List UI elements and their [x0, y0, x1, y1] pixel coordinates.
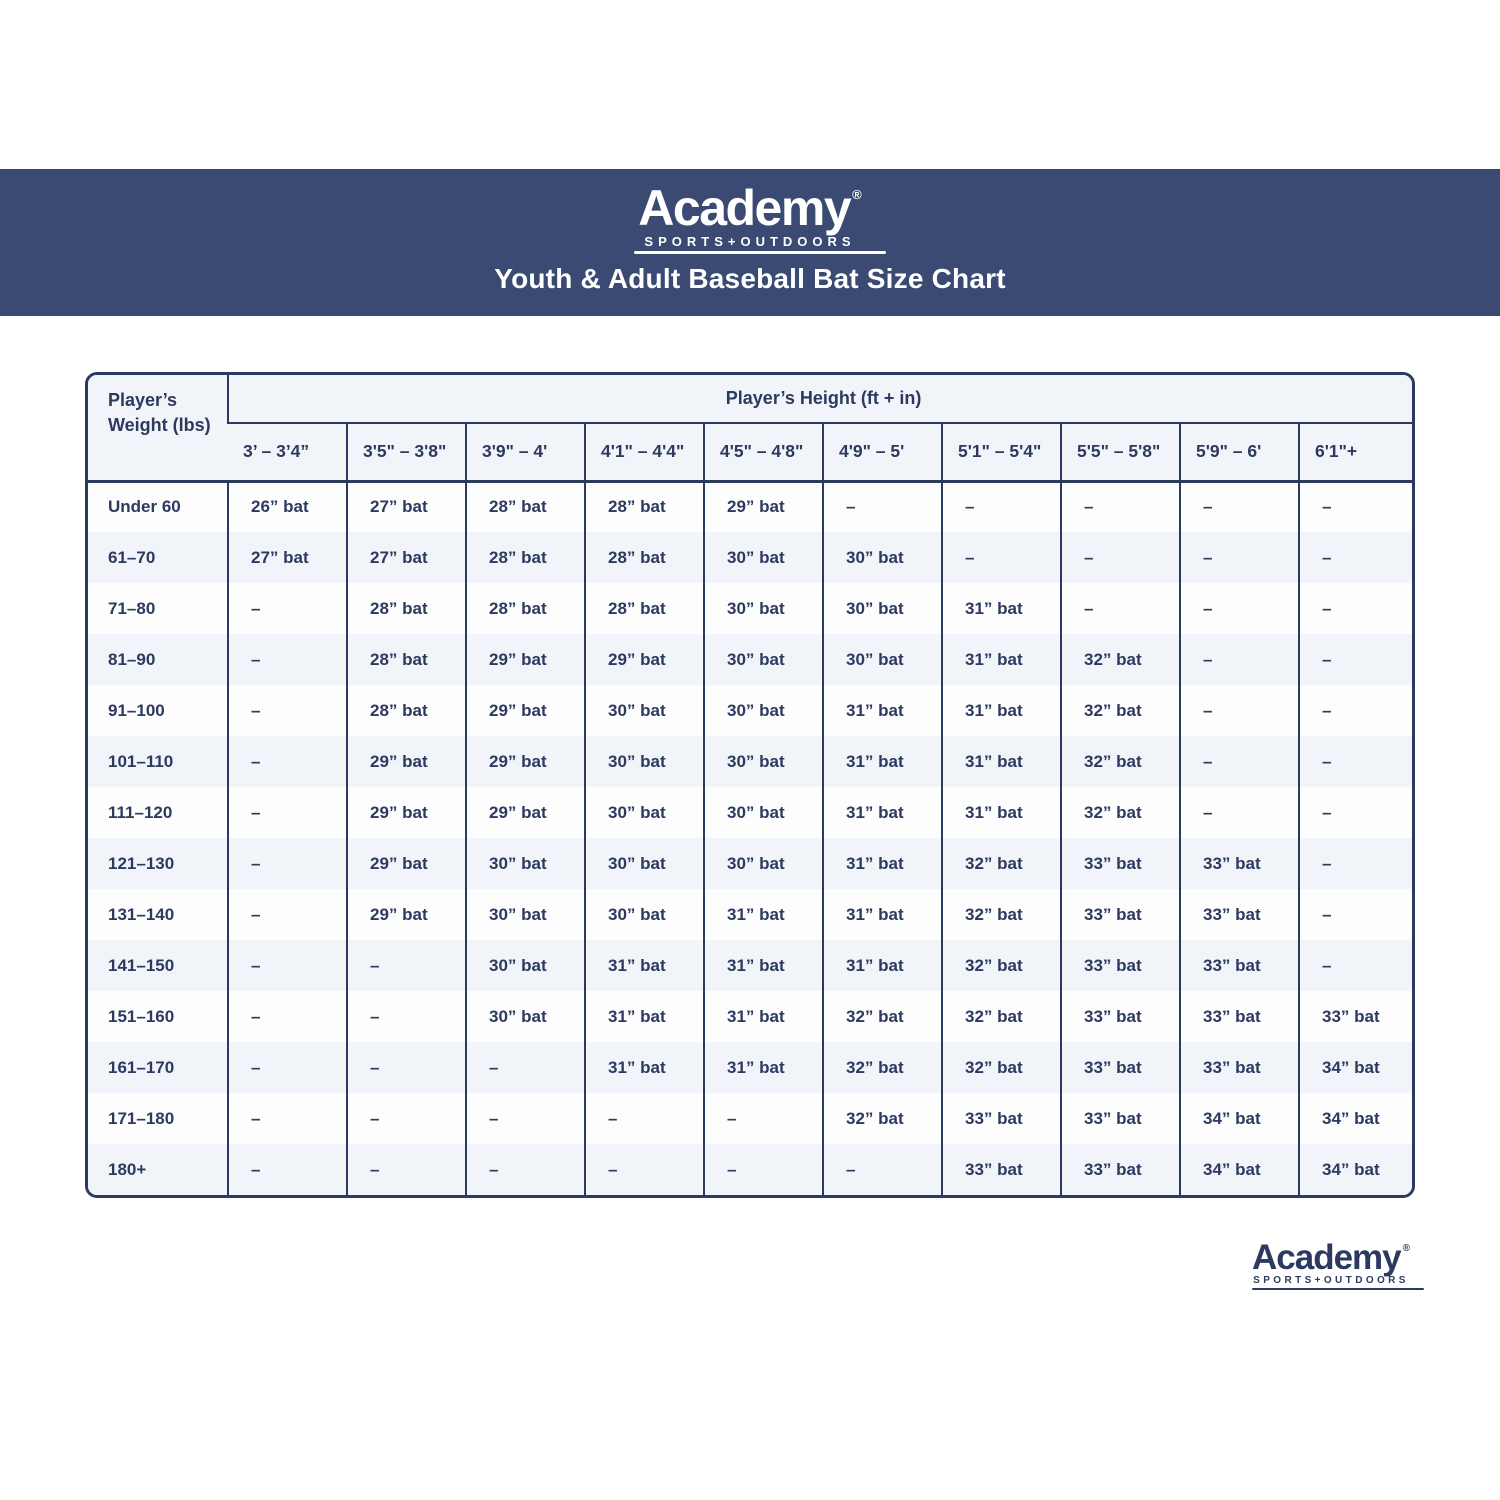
bat-size-cell: 33” bat — [1061, 889, 1180, 940]
bat-size-cell: – — [228, 1144, 347, 1195]
bat-size-cell: – — [228, 583, 347, 634]
weight-row-label: 101–110 — [108, 751, 174, 771]
weight-row-label: 180+ — [108, 1159, 147, 1179]
bat-size-cell: 28” bat — [466, 583, 585, 634]
bat-size-cell: 29” bat — [585, 634, 704, 685]
table-row — [88, 787, 1415, 838]
height-column-header: 6'1"+ — [1299, 423, 1415, 481]
bat-size-cell: 29” bat — [466, 685, 585, 736]
bat-size-cell: – — [1061, 481, 1180, 532]
bat-size-cell: 30” bat — [704, 787, 823, 838]
bat-size-cell: 28” bat — [466, 532, 585, 583]
height-column-header: 5'9" – 6' — [1180, 423, 1299, 481]
bat-size-cell: 28” bat — [347, 685, 466, 736]
weight-row-label: 141–150 — [108, 955, 175, 975]
bat-size-cell: 31” bat — [704, 940, 823, 991]
academy-logo-subtext: SPORTS+OUTDOORS — [644, 234, 856, 249]
bat-size-cell: 28” bat — [466, 481, 585, 532]
bat-size-cell: – — [585, 1144, 704, 1195]
bat-size-cell: – — [228, 685, 347, 736]
bat-size-cell: 30” bat — [585, 838, 704, 889]
bat-size-cell: 32” bat — [942, 940, 1061, 991]
bat-size-cell: – — [228, 940, 347, 991]
academy-logo-wordmark — [1245, 1240, 1417, 1275]
bat-size-cell: 30” bat — [585, 685, 704, 736]
bat-size-cell: – — [704, 1093, 823, 1144]
bat-size-cell: 31” bat — [585, 940, 704, 991]
bat-size-cell: – — [1180, 583, 1299, 634]
table-row — [88, 1144, 1415, 1195]
table-row — [88, 1093, 1415, 1144]
bat-size-cell: – — [1299, 940, 1415, 991]
bat-size-cell: 33” bat — [942, 1144, 1061, 1195]
table-header-row-ranges — [88, 423, 1415, 481]
bat-size-cell: – — [1299, 583, 1415, 634]
bat-size-cell: – — [942, 532, 1061, 583]
bat-size-table — [85, 372, 1415, 1198]
bat-size-cell: 30” bat — [704, 532, 823, 583]
bat-size-cell: 34” bat — [1299, 1144, 1415, 1195]
height-column-header: 3'9" – 4' — [466, 423, 585, 481]
weight-row-label: 81–90 — [108, 649, 156, 669]
academy-logo-subtext: SPORTS+OUTDOORS — [1253, 1275, 1409, 1286]
bat-size-cell: 31” bat — [704, 1042, 823, 1093]
bat-size-cell: 31” bat — [942, 787, 1061, 838]
bat-size-cell: 29” bat — [347, 736, 466, 787]
bat-size-cell: 33” bat — [1061, 991, 1180, 1042]
bat-size-cell: 34” bat — [1299, 1042, 1415, 1093]
bat-size-cell: 32” bat — [823, 1093, 942, 1144]
bat-size-cell: – — [704, 1144, 823, 1195]
academy-logo-text: Academy — [638, 180, 851, 236]
bat-size-cell: 34” bat — [1180, 1093, 1299, 1144]
bat-size-cell: – — [1299, 532, 1415, 583]
weight-column-header: Player’s Weight (lbs) — [88, 375, 228, 481]
bat-size-cell: 30” bat — [823, 634, 942, 685]
bat-size-cell: 31” bat — [823, 685, 942, 736]
bat-size-cell: – — [228, 889, 347, 940]
weight-row-label: 61–70 — [108, 547, 156, 567]
bat-size-cell: 27” bat — [228, 532, 347, 583]
bat-size-cell: 30” bat — [704, 583, 823, 634]
bat-size-cell: 31” bat — [704, 889, 823, 940]
bat-size-cell: 29” bat — [704, 481, 823, 532]
bat-size-cell: – — [1180, 634, 1299, 685]
table-row — [88, 685, 1415, 736]
bat-size-cell: – — [585, 1093, 704, 1144]
bat-size-cell: 32” bat — [823, 1042, 942, 1093]
bat-size-cell: 30” bat — [823, 532, 942, 583]
bat-size-cell: – — [347, 991, 466, 1042]
bat-size-cell: 30” bat — [585, 736, 704, 787]
bat-size-cell: 32” bat — [1061, 787, 1180, 838]
bat-size-table-grid — [88, 375, 1415, 1195]
height-column-header: 4'5" – 4'8" — [704, 423, 823, 481]
bat-size-cell: – — [1180, 481, 1299, 532]
height-column-header: 3’ – 3’4” — [228, 423, 347, 481]
bat-size-cell: 27” bat — [347, 481, 466, 532]
height-column-header: 3'5" – 3'8" — [347, 423, 466, 481]
height-column-header: 4'9" – 5' — [823, 423, 942, 481]
bat-size-cell: – — [1061, 532, 1180, 583]
bat-size-cell: – — [347, 1042, 466, 1093]
weight-row-label: 71–80 — [108, 598, 156, 618]
bat-size-cell: 34” bat — [1299, 1093, 1415, 1144]
table-row — [88, 838, 1415, 889]
logo-swoosh-underline — [634, 251, 886, 254]
table-row — [88, 1042, 1415, 1093]
height-group-header: Player’s Height (ft + in) — [228, 375, 1415, 423]
table-row — [88, 583, 1415, 634]
bat-size-cell: – — [466, 1042, 585, 1093]
weight-row-label: Under 60 — [108, 497, 181, 517]
bat-size-cell: – — [823, 1144, 942, 1195]
bat-size-cell: 31” bat — [942, 583, 1061, 634]
weight-row-label: 111–120 — [108, 802, 173, 822]
bat-size-cell: – — [1299, 889, 1415, 940]
bat-size-cell: 28” bat — [585, 481, 704, 532]
bat-size-cell: 28” bat — [585, 532, 704, 583]
bat-size-cell: 30” bat — [704, 685, 823, 736]
bat-size-cell: 33” bat — [1061, 838, 1180, 889]
logo-swoosh-underline — [1252, 1288, 1424, 1290]
bat-size-cell: 30” bat — [704, 736, 823, 787]
bat-size-cell: – — [1180, 736, 1299, 787]
bat-size-cell: – — [1180, 787, 1299, 838]
weight-row-label: 161–170 — [108, 1057, 175, 1077]
bat-size-cell: 29” bat — [466, 634, 585, 685]
table-row — [88, 736, 1415, 787]
weight-row-label: 151–160 — [108, 1006, 175, 1026]
bat-size-cell: 32” bat — [942, 991, 1061, 1042]
academy-logo-footer — [1245, 1240, 1417, 1290]
bat-size-cell: – — [347, 1093, 466, 1144]
table-row — [88, 889, 1415, 940]
bat-size-cell: 30” bat — [585, 889, 704, 940]
bat-size-cell: 31” bat — [585, 1042, 704, 1093]
bat-size-cell: 32” bat — [942, 1042, 1061, 1093]
bat-size-cell: – — [228, 736, 347, 787]
weight-row-label: 131–140 — [108, 904, 175, 924]
table-row — [88, 940, 1415, 991]
academy-logo-text: Academy — [1251, 1238, 1401, 1277]
table-header-row-top — [88, 375, 1415, 423]
bat-size-cell: 34” bat — [1180, 1144, 1299, 1195]
academy-logo-wordmark — [0, 180, 1500, 236]
bat-size-cell: – — [228, 991, 347, 1042]
bat-size-cell: 32” bat — [1061, 736, 1180, 787]
bat-size-cell: 33” bat — [1061, 940, 1180, 991]
bat-size-cell: 32” bat — [942, 889, 1061, 940]
bat-size-cell: 31” bat — [585, 991, 704, 1042]
bat-size-cell: 33” bat — [1180, 889, 1299, 940]
bat-size-cell: 32” bat — [1061, 634, 1180, 685]
bat-size-cell: 31” bat — [823, 889, 942, 940]
bat-size-cell: 33” bat — [1061, 1144, 1180, 1195]
bat-size-cell: – — [1299, 736, 1415, 787]
bat-size-cell: 28” bat — [347, 583, 466, 634]
bat-size-cell: 30” bat — [704, 634, 823, 685]
registered-mark-icon: ® — [852, 187, 862, 202]
bat-size-cell: 33” bat — [1180, 838, 1299, 889]
bat-size-cell: – — [1299, 787, 1415, 838]
bat-size-cell: 29” bat — [466, 736, 585, 787]
bat-size-cell: – — [228, 1093, 347, 1144]
bat-size-cell: – — [1299, 838, 1415, 889]
bat-size-cell: 26” bat — [228, 481, 347, 532]
bat-size-cell: 28” bat — [347, 634, 466, 685]
bat-size-cell: 31” bat — [823, 736, 942, 787]
bat-size-cell: 32” bat — [1061, 685, 1180, 736]
table-row — [88, 481, 1415, 532]
bat-size-cell: 32” bat — [823, 991, 942, 1042]
bat-size-cell: – — [228, 787, 347, 838]
bat-size-cell: 31” bat — [823, 787, 942, 838]
bat-size-cell: 33” bat — [942, 1093, 1061, 1144]
bat-size-cell: 27” bat — [347, 532, 466, 583]
bat-size-cell: 29” bat — [347, 889, 466, 940]
weight-row-label: 171–180 — [108, 1108, 175, 1128]
weight-row-label: 121–130 — [108, 853, 175, 873]
bat-size-cell: – — [1061, 583, 1180, 634]
bat-size-cell: – — [466, 1144, 585, 1195]
bat-size-cell: 33” bat — [1061, 1042, 1180, 1093]
height-column-header: 5'5" – 5'8" — [1061, 423, 1180, 481]
bat-size-cell: – — [942, 481, 1061, 532]
bat-size-cell: 28” bat — [585, 583, 704, 634]
page-title: Youth & Adult Baseball Bat Size Chart — [494, 263, 1006, 294]
bat-size-cell: 30” bat — [823, 583, 942, 634]
bat-size-cell: – — [228, 634, 347, 685]
bat-size-cell: 33” bat — [1299, 991, 1415, 1042]
table-row — [88, 634, 1415, 685]
bat-size-cell: 30” bat — [585, 787, 704, 838]
height-column-header: 5'1" – 5'4" — [942, 423, 1061, 481]
bat-size-cell: – — [1299, 634, 1415, 685]
bat-size-cell: 31” bat — [823, 940, 942, 991]
weight-row-label: 91–100 — [108, 700, 165, 720]
bat-size-cell: 31” bat — [942, 736, 1061, 787]
bat-size-cell: – — [1299, 481, 1415, 532]
bat-size-cell: 31” bat — [823, 838, 942, 889]
bat-size-cell: 31” bat — [704, 991, 823, 1042]
bat-size-cell: – — [1299, 685, 1415, 736]
registered-mark-icon: ® — [1402, 1243, 1410, 1254]
bat-size-cell: 29” bat — [347, 838, 466, 889]
bat-size-cell: – — [1180, 532, 1299, 583]
bat-size-cell: 31” bat — [942, 685, 1061, 736]
bat-size-cell: 29” bat — [347, 787, 466, 838]
bat-size-cell: 33” bat — [1180, 991, 1299, 1042]
academy-logo — [0, 180, 1500, 254]
bat-size-cell: – — [228, 838, 347, 889]
bat-size-cell: 30” bat — [466, 838, 585, 889]
table-row — [88, 532, 1415, 583]
bat-size-cell: 33” bat — [1180, 1042, 1299, 1093]
bat-size-cell: – — [347, 1144, 466, 1195]
bat-size-cell: 30” bat — [466, 889, 585, 940]
bat-size-cell: – — [466, 1093, 585, 1144]
bat-size-cell: 31” bat — [942, 634, 1061, 685]
bat-size-cell: 33” bat — [1061, 1093, 1180, 1144]
bat-size-cell: – — [347, 940, 466, 991]
table-row — [88, 991, 1415, 1042]
header-banner — [0, 169, 1500, 316]
bat-size-cell: 30” bat — [704, 838, 823, 889]
bat-size-cell: 30” bat — [466, 991, 585, 1042]
bat-size-cell: – — [228, 1042, 347, 1093]
bat-size-cell: – — [1180, 685, 1299, 736]
bat-size-cell: 29” bat — [466, 787, 585, 838]
bat-size-cell: 32” bat — [942, 838, 1061, 889]
bat-size-cell: 30” bat — [466, 940, 585, 991]
bat-size-cell: 33” bat — [1180, 940, 1299, 991]
bat-size-cell: – — [823, 481, 942, 532]
height-column-header: 4'1" – 4'4" — [585, 423, 704, 481]
